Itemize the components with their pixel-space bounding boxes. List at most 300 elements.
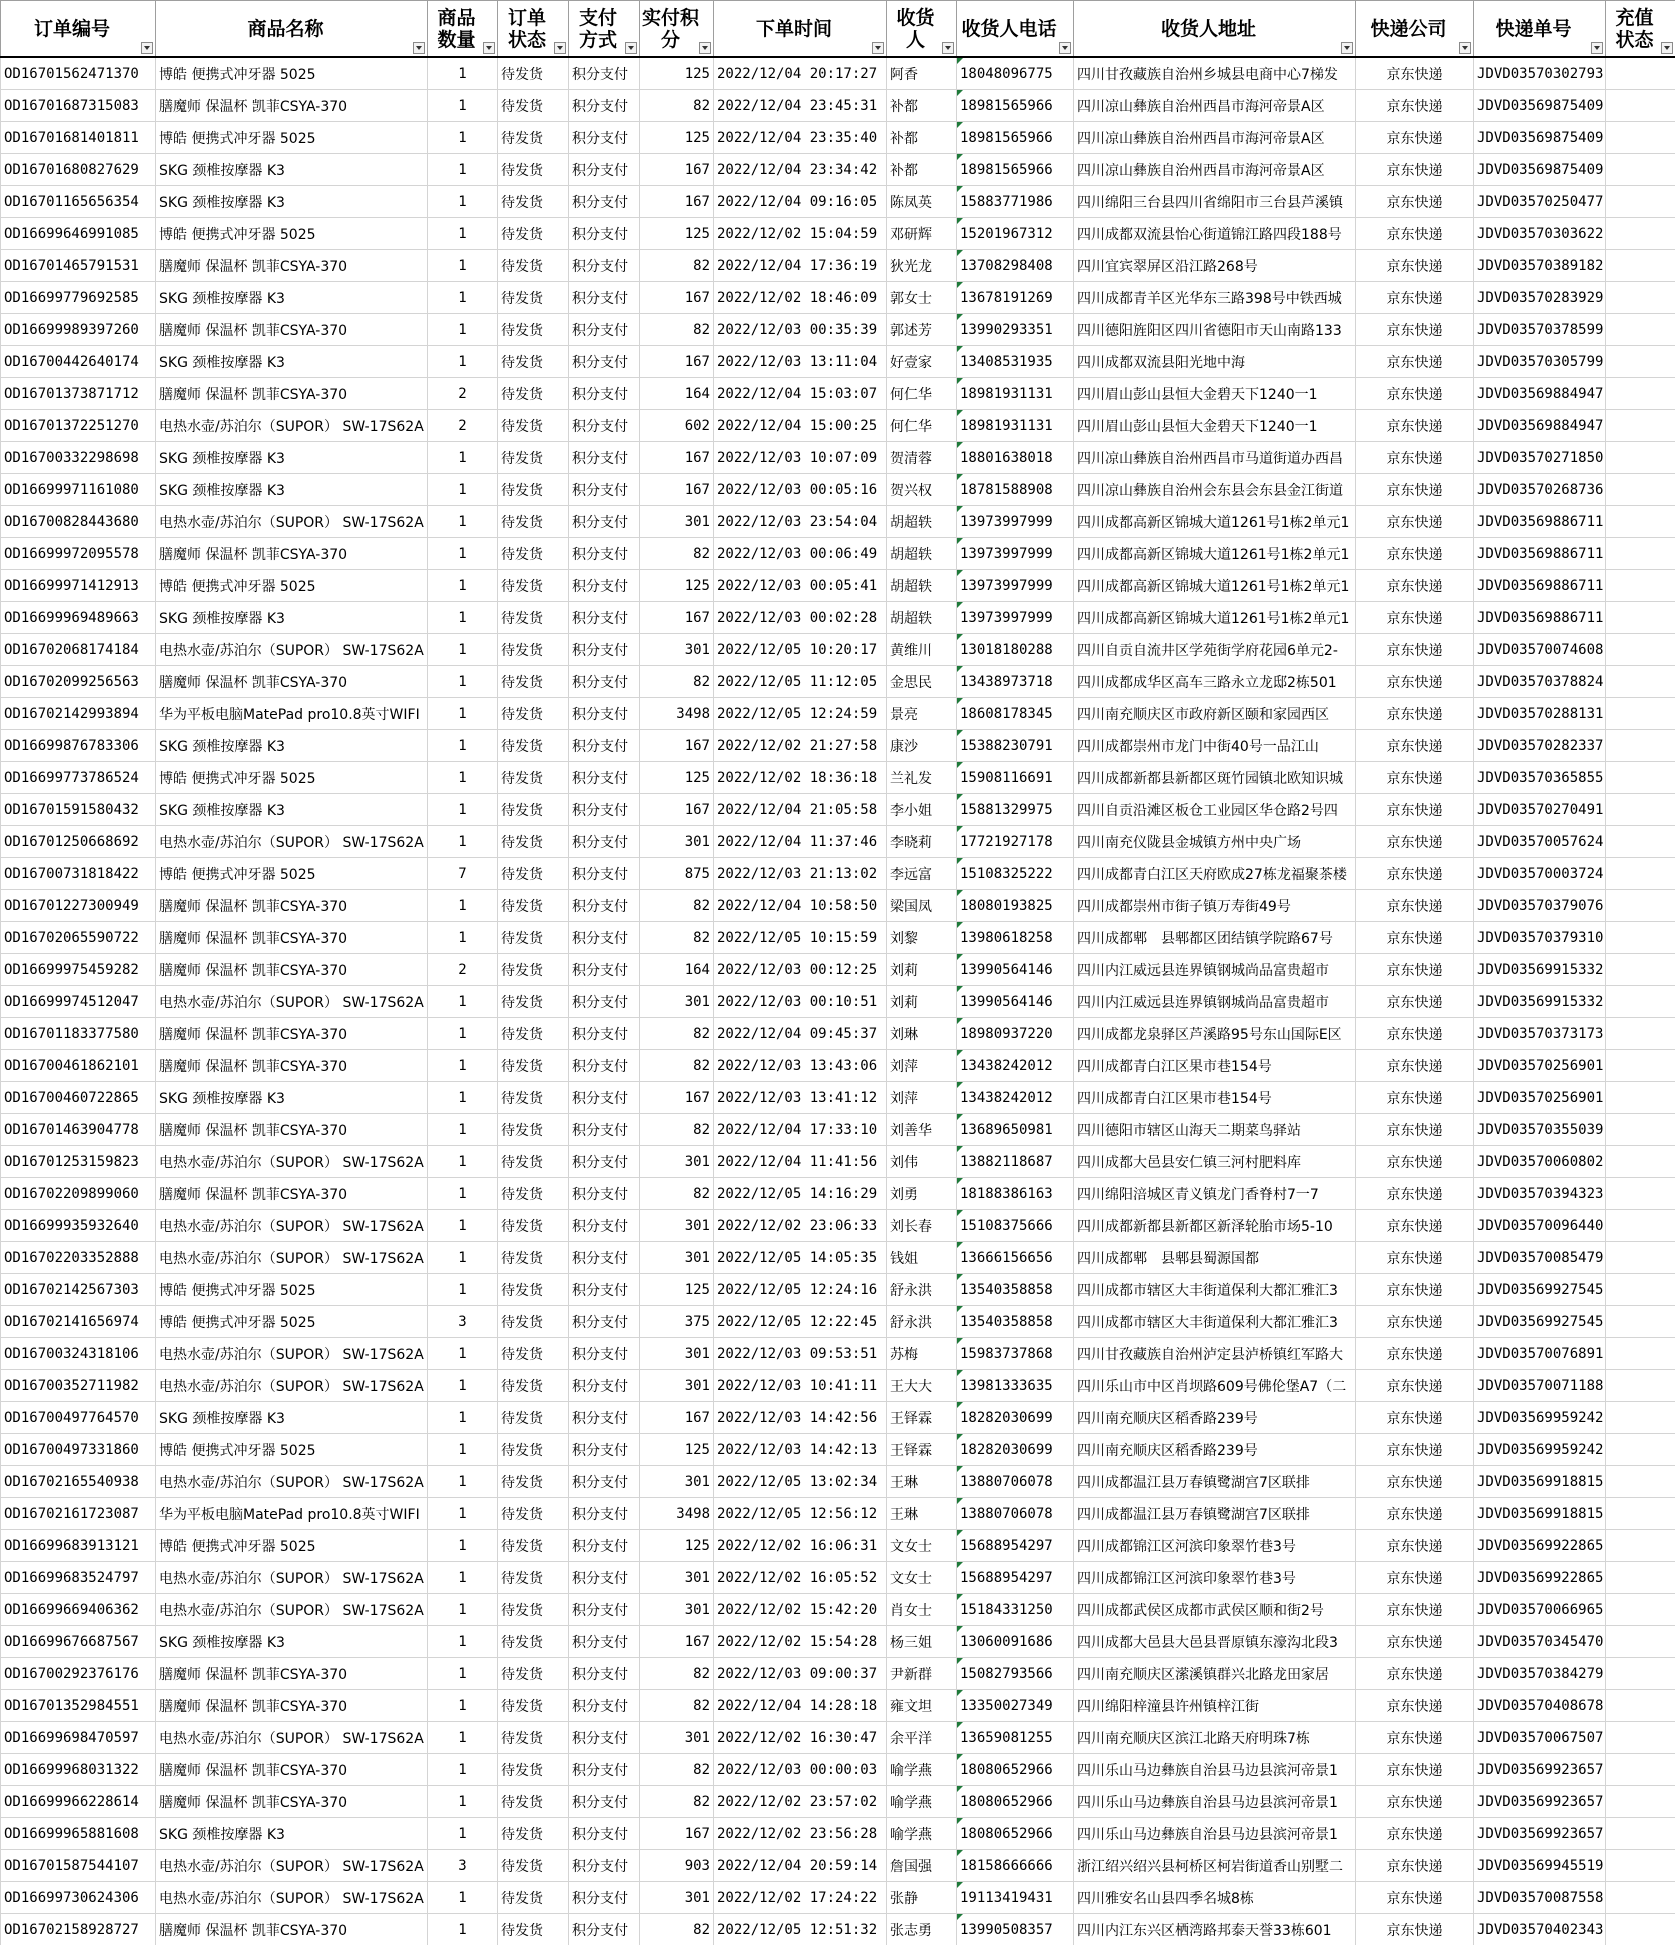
cell-product[interactable]: 膳魔师 保温杯 凯菲CSYA-370 (156, 890, 428, 922)
cell-points[interactable]: 167 (640, 1818, 714, 1850)
cell-product[interactable]: SKG 颈椎按摩器 K3 (156, 1082, 428, 1114)
cell-phone[interactable]: 15108325222 (957, 858, 1074, 890)
cell-order-time[interactable]: 2022/12/02 15:54:28 (714, 1626, 887, 1658)
cell-phone[interactable]: 18981565966 (957, 90, 1074, 122)
cell-tracking[interactable]: JDVD03570378824 (1474, 666, 1606, 698)
cell-receiver[interactable]: 胡超轶 (887, 602, 957, 634)
cell-qty[interactable]: 1 (428, 90, 498, 122)
cell-order-time[interactable]: 2022/12/02 15:42:20 (714, 1594, 887, 1626)
cell-pay-method[interactable]: 积分支付 (569, 1178, 640, 1210)
cell-qty[interactable]: 1 (428, 1818, 498, 1850)
cell-order-time[interactable]: 2022/12/03 13:43:06 (714, 1050, 887, 1082)
cell-points[interactable]: 82 (640, 1658, 714, 1690)
cell-courier[interactable]: 京东快递 (1356, 794, 1474, 826)
cell-qty[interactable]: 1 (428, 218, 498, 250)
cell-tracking[interactable]: JDVD03570087558 (1474, 1882, 1606, 1914)
cell-tracking[interactable]: JDVD03569886711 (1474, 538, 1606, 570)
cell-qty[interactable]: 1 (428, 186, 498, 218)
cell-tracking[interactable]: JDVD03569886711 (1474, 506, 1606, 538)
cell-order-id[interactable]: OD16699646991085 (1, 218, 156, 250)
cell-pay-method[interactable]: 积分支付 (569, 314, 640, 346)
cell-tracking[interactable]: JDVD03570076891 (1474, 1338, 1606, 1370)
cell-tracking[interactable]: JDVD03570378599 (1474, 314, 1606, 346)
cell-pay-method[interactable]: 积分支付 (569, 634, 640, 666)
cell-status[interactable]: 待发货 (498, 410, 569, 442)
cell-points[interactable]: 125 (640, 1274, 714, 1306)
cell-receiver[interactable]: 尹新群 (887, 1658, 957, 1690)
cell-product[interactable]: SKG 颈椎按摩器 K3 (156, 730, 428, 762)
cell-qty[interactable]: 1 (428, 922, 498, 954)
cell-phone[interactable]: 13990564146 (957, 986, 1074, 1018)
cell-courier[interactable]: 京东快递 (1356, 1466, 1474, 1498)
cell-order-id[interactable]: OD16702161723087 (1, 1498, 156, 1530)
cell-recharge-status[interactable] (1606, 762, 1675, 794)
cell-qty[interactable]: 1 (428, 1210, 498, 1242)
cell-recharge-status[interactable] (1606, 154, 1675, 186)
cell-receiver[interactable]: 肖女士 (887, 1594, 957, 1626)
cell-order-time[interactable]: 2022/12/03 14:42:13 (714, 1434, 887, 1466)
cell-status[interactable]: 待发货 (498, 1018, 569, 1050)
cell-pay-method[interactable]: 积分支付 (569, 506, 640, 538)
cell-status[interactable]: 待发货 (498, 90, 569, 122)
cell-receiver[interactable]: 何仁华 (887, 410, 957, 442)
cell-qty[interactable]: 1 (428, 1914, 498, 1945)
cell-address[interactable]: 四川凉山彝族自治州西昌市马道街道办西昌 (1074, 442, 1356, 474)
cell-address[interactable]: 四川南充顺庆区市政府新区颐和家园西区 (1074, 698, 1356, 730)
cell-points[interactable]: 164 (640, 954, 714, 986)
cell-order-time[interactable]: 2022/12/03 00:06:49 (714, 538, 887, 570)
cell-qty[interactable]: 1 (428, 1338, 498, 1370)
cell-tracking[interactable]: JDVD03570394323 (1474, 1178, 1606, 1210)
cell-address[interactable]: 四川成都市辖区大丰街道保利大都汇雅汇3 (1074, 1274, 1356, 1306)
cell-qty[interactable]: 1 (428, 1786, 498, 1818)
cell-order-time[interactable]: 2022/12/02 18:36:18 (714, 762, 887, 794)
cell-product[interactable]: 博皓 便携式冲牙器 5025 (156, 1274, 428, 1306)
cell-recharge-status[interactable] (1606, 122, 1675, 154)
cell-points[interactable]: 125 (640, 122, 714, 154)
cell-qty[interactable]: 1 (428, 282, 498, 314)
cell-product[interactable]: 膳魔师 保温杯 凯菲CSYA-370 (156, 90, 428, 122)
cell-status[interactable]: 待发货 (498, 1754, 569, 1786)
cell-tracking[interactable]: JDVD03569886711 (1474, 570, 1606, 602)
cell-qty[interactable]: 1 (428, 890, 498, 922)
cell-status[interactable]: 待发货 (498, 314, 569, 346)
cell-points[interactable]: 82 (640, 1114, 714, 1146)
cell-order-time[interactable]: 2022/12/02 16:06:31 (714, 1530, 887, 1562)
cell-status[interactable]: 待发货 (498, 1274, 569, 1306)
cell-pay-method[interactable]: 积分支付 (569, 890, 640, 922)
cell-receiver[interactable]: 李小姐 (887, 794, 957, 826)
cell-order-time[interactable]: 2022/12/05 12:22:45 (714, 1306, 887, 1338)
cell-pay-method[interactable]: 积分支付 (569, 1882, 640, 1914)
cell-address[interactable]: 四川成都双流县怡心街道锦江路四段188号 (1074, 218, 1356, 250)
cell-order-time[interactable]: 2022/12/04 11:41:56 (714, 1146, 887, 1178)
cell-recharge-status[interactable] (1606, 1018, 1675, 1050)
cell-points[interactable]: 167 (640, 602, 714, 634)
cell-phone[interactable]: 13990508357 (957, 1914, 1074, 1945)
cell-tracking[interactable]: JDVD03570057624 (1474, 826, 1606, 858)
cell-pay-method[interactable]: 积分支付 (569, 602, 640, 634)
cell-tracking[interactable]: JDVD03570402343 (1474, 1914, 1606, 1945)
cell-phone[interactable]: 13973997999 (957, 538, 1074, 570)
cell-tracking[interactable]: JDVD03570268736 (1474, 474, 1606, 506)
cell-phone[interactable]: 18080652966 (957, 1754, 1074, 1786)
cell-tracking[interactable]: JDVD03569927545 (1474, 1274, 1606, 1306)
cell-courier[interactable]: 京东快递 (1356, 1850, 1474, 1882)
cell-address[interactable]: 四川成都高新区锦城大道1261号1栋2单元1 (1074, 602, 1356, 634)
cell-product[interactable]: SKG 颈椎按摩器 K3 (156, 442, 428, 474)
cell-product[interactable]: 膳魔师 保温杯 凯菲CSYA-370 (156, 1018, 428, 1050)
cell-points[interactable]: 167 (640, 474, 714, 506)
cell-product[interactable]: 膳魔师 保温杯 凯菲CSYA-370 (156, 666, 428, 698)
cell-status[interactable]: 待发货 (498, 602, 569, 634)
cell-points[interactable]: 301 (640, 1146, 714, 1178)
cell-pay-method[interactable]: 积分支付 (569, 858, 640, 890)
cell-order-id[interactable]: OD16701687315083 (1, 90, 156, 122)
cell-pay-method[interactable]: 积分支付 (569, 218, 640, 250)
cell-tracking[interactable]: JDVD03570096440 (1474, 1210, 1606, 1242)
cell-tracking[interactable]: JDVD03570365855 (1474, 762, 1606, 794)
cell-courier[interactable]: 京东快递 (1356, 1882, 1474, 1914)
cell-order-id[interactable]: OD16702099256563 (1, 666, 156, 698)
cell-pay-method[interactable]: 积分支付 (569, 1786, 640, 1818)
cell-product[interactable]: 电热水壶/苏泊尔（SUPOR） SW-17S62A (156, 1242, 428, 1274)
filter-dropdown-icon[interactable] (1459, 42, 1471, 54)
cell-order-time[interactable]: 2022/12/05 14:05:35 (714, 1242, 887, 1274)
cell-address[interactable]: 四川成都大邑县大邑县晋原镇东濠沟北段3 (1074, 1626, 1356, 1658)
cell-qty[interactable]: 1 (428, 1050, 498, 1082)
cell-order-time[interactable]: 2022/12/02 23:56:28 (714, 1818, 887, 1850)
cell-phone[interactable]: 13350027349 (957, 1690, 1074, 1722)
cell-status[interactable]: 待发货 (498, 1882, 569, 1914)
cell-order-id[interactable]: OD16701465791531 (1, 250, 156, 282)
cell-recharge-status[interactable] (1606, 922, 1675, 954)
cell-receiver[interactable]: 补都 (887, 90, 957, 122)
cell-order-id[interactable]: OD16699730624306 (1, 1882, 156, 1914)
cell-status[interactable]: 待发货 (498, 346, 569, 378)
cell-qty[interactable]: 1 (428, 1754, 498, 1786)
cell-order-time[interactable]: 2022/12/04 23:34:42 (714, 154, 887, 186)
cell-courier[interactable]: 京东快递 (1356, 858, 1474, 890)
cell-phone[interactable]: 18188386163 (957, 1178, 1074, 1210)
cell-courier[interactable]: 京东快递 (1356, 826, 1474, 858)
cell-order-id[interactable]: OD16699968031322 (1, 1754, 156, 1786)
cell-pay-method[interactable]: 积分支付 (569, 1754, 640, 1786)
cell-receiver[interactable]: 张志勇 (887, 1914, 957, 1945)
cell-courier[interactable]: 京东快递 (1356, 698, 1474, 730)
cell-phone[interactable]: 15688954297 (957, 1562, 1074, 1594)
cell-order-time[interactable]: 2022/12/05 14:16:29 (714, 1178, 887, 1210)
cell-qty[interactable]: 1 (428, 666, 498, 698)
column-header-product[interactable] (156, 1, 428, 58)
cell-product[interactable]: SKG 颈椎按摩器 K3 (156, 186, 428, 218)
cell-order-time[interactable]: 2022/12/02 16:30:47 (714, 1722, 887, 1754)
cell-receiver[interactable]: 胡超轶 (887, 570, 957, 602)
cell-product[interactable]: 电热水壶/苏泊尔（SUPOR） SW-17S62A (156, 410, 428, 442)
cell-address[interactable]: 四川南充顺庆区潆溪镇群兴北路龙田家居 (1074, 1658, 1356, 1690)
cell-status[interactable]: 待发货 (498, 1082, 569, 1114)
cell-status[interactable]: 待发货 (498, 954, 569, 986)
cell-address[interactable]: 四川成都成华区高车三路永立龙邸2栋501 (1074, 666, 1356, 698)
cell-qty[interactable]: 1 (428, 1466, 498, 1498)
cell-tracking[interactable]: JDVD03569922865 (1474, 1562, 1606, 1594)
cell-address[interactable]: 四川成都崇州市街子镇万寿街49号 (1074, 890, 1356, 922)
cell-points[interactable]: 82 (640, 538, 714, 570)
cell-pay-method[interactable]: 积分支付 (569, 1850, 640, 1882)
cell-tracking[interactable]: JDVD03570305799 (1474, 346, 1606, 378)
cell-product[interactable]: 博皓 便携式冲牙器 5025 (156, 762, 428, 794)
cell-product[interactable]: 华为平板电脑MatePad pro10.8英寸WIFI (156, 698, 428, 730)
cell-pay-method[interactable]: 积分支付 (569, 474, 640, 506)
cell-pay-method[interactable]: 积分支付 (569, 90, 640, 122)
cell-status[interactable]: 待发货 (498, 698, 569, 730)
cell-points[interactable]: 82 (640, 1754, 714, 1786)
cell-recharge-status[interactable] (1606, 1626, 1675, 1658)
cell-receiver[interactable]: 舒永洪 (887, 1274, 957, 1306)
cell-phone[interactable]: 13438973718 (957, 666, 1074, 698)
cell-status[interactable]: 待发货 (498, 1050, 569, 1082)
cell-receiver[interactable]: 苏梅 (887, 1338, 957, 1370)
cell-recharge-status[interactable] (1606, 1850, 1675, 1882)
cell-product[interactable]: 电热水壶/苏泊尔（SUPOR） SW-17S62A (156, 506, 428, 538)
cell-points[interactable]: 301 (640, 1242, 714, 1274)
cell-qty[interactable]: 1 (428, 538, 498, 570)
cell-order-time[interactable]: 2022/12/05 11:12:05 (714, 666, 887, 698)
cell-order-id[interactable]: OD16702203352888 (1, 1242, 156, 1274)
cell-pay-method[interactable]: 积分支付 (569, 1370, 640, 1402)
cell-address[interactable]: 四川宜宾翠屏区沿江路268号 (1074, 250, 1356, 282)
column-header-pay-method[interactable] (569, 1, 640, 58)
cell-courier[interactable]: 京东快递 (1356, 378, 1474, 410)
cell-order-time[interactable]: 2022/12/04 23:35:40 (714, 122, 887, 154)
cell-order-time[interactable]: 2022/12/03 14:42:56 (714, 1402, 887, 1434)
cell-receiver[interactable]: 李晓莉 (887, 826, 957, 858)
cell-order-time[interactable]: 2022/12/04 17:36:19 (714, 250, 887, 282)
cell-address[interactable]: 四川成都青白江区天府欧成27栋龙福聚茶楼 (1074, 858, 1356, 890)
cell-courier[interactable]: 京东快递 (1356, 1530, 1474, 1562)
cell-tracking[interactable]: JDVD03570256901 (1474, 1050, 1606, 1082)
cell-product[interactable]: 博皓 便携式冲牙器 5025 (156, 570, 428, 602)
cell-phone[interactable]: 18282030699 (957, 1434, 1074, 1466)
cell-phone[interactable]: 13990564146 (957, 954, 1074, 986)
cell-qty[interactable]: 1 (428, 730, 498, 762)
cell-receiver[interactable]: 何仁华 (887, 378, 957, 410)
cell-points[interactable]: 125 (640, 762, 714, 794)
cell-qty[interactable]: 1 (428, 1082, 498, 1114)
cell-receiver[interactable]: 胡超轶 (887, 506, 957, 538)
cell-points[interactable]: 82 (640, 314, 714, 346)
cell-qty[interactable]: 1 (428, 1530, 498, 1562)
cell-status[interactable]: 待发货 (498, 186, 569, 218)
cell-order-id[interactable]: OD16699965881608 (1, 1818, 156, 1850)
cell-courier[interactable]: 京东快递 (1356, 1146, 1474, 1178)
cell-receiver[interactable]: 刘勇 (887, 1178, 957, 1210)
cell-pay-method[interactable]: 积分支付 (569, 378, 640, 410)
cell-qty[interactable]: 1 (428, 1018, 498, 1050)
cell-status[interactable]: 待发货 (498, 1722, 569, 1754)
cell-receiver[interactable]: 王铎霖 (887, 1434, 957, 1466)
cell-recharge-status[interactable] (1606, 1050, 1675, 1082)
cell-recharge-status[interactable] (1606, 858, 1675, 890)
cell-order-time[interactable]: 2022/12/03 10:07:09 (714, 442, 887, 474)
cell-receiver[interactable]: 王大大 (887, 1370, 957, 1402)
cell-points[interactable]: 301 (640, 634, 714, 666)
cell-receiver[interactable]: 李远富 (887, 858, 957, 890)
cell-address[interactable]: 四川德阳旌阳区四川省德阳市天山南路133 (1074, 314, 1356, 346)
cell-status[interactable]: 待发货 (498, 1786, 569, 1818)
cell-tracking[interactable]: JDVD03570066965 (1474, 1594, 1606, 1626)
cell-address[interactable]: 四川成都温江县万春镇鹭湖宫7区联排 (1074, 1466, 1356, 1498)
cell-tracking[interactable]: JDVD03570085479 (1474, 1242, 1606, 1274)
cell-receiver[interactable]: 刘伟 (887, 1146, 957, 1178)
cell-pay-method[interactable]: 积分支付 (569, 698, 640, 730)
cell-points[interactable]: 167 (640, 154, 714, 186)
cell-tracking[interactable]: JDVD03569884947 (1474, 378, 1606, 410)
cell-recharge-status[interactable] (1606, 570, 1675, 602)
cell-pay-method[interactable]: 积分支付 (569, 666, 640, 698)
cell-order-id[interactable]: OD16701372251270 (1, 410, 156, 442)
cell-address[interactable]: 四川南充仪陇县金城镇方州中央广场 (1074, 826, 1356, 858)
cell-address[interactable]: 四川凉山彝族自治州会东县会东县金江街道 (1074, 474, 1356, 506)
cell-address[interactable]: 四川成都青白江区果市巷154号 (1074, 1082, 1356, 1114)
cell-courier[interactable]: 京东快递 (1356, 282, 1474, 314)
cell-pay-method[interactable]: 积分支付 (569, 1050, 640, 1082)
cell-recharge-status[interactable] (1606, 474, 1675, 506)
cell-qty[interactable]: 1 (428, 1146, 498, 1178)
cell-order-id[interactable]: OD16701165656354 (1, 186, 156, 218)
cell-product[interactable]: 膳魔师 保温杯 凯菲CSYA-370 (156, 1050, 428, 1082)
cell-status[interactable]: 待发货 (498, 1530, 569, 1562)
cell-phone[interactable]: 13689650981 (957, 1114, 1074, 1146)
cell-phone[interactable]: 13981333635 (957, 1370, 1074, 1402)
cell-qty[interactable]: 3 (428, 1850, 498, 1882)
cell-order-id[interactable]: OD16700731818422 (1, 858, 156, 890)
cell-recharge-status[interactable] (1606, 730, 1675, 762)
column-header-address[interactable] (1074, 1, 1356, 58)
cell-status[interactable]: 待发货 (498, 538, 569, 570)
cell-points[interactable]: 82 (640, 890, 714, 922)
cell-courier[interactable]: 京东快递 (1356, 1434, 1474, 1466)
cell-recharge-status[interactable] (1606, 1530, 1675, 1562)
cell-phone[interactable]: 15983737868 (957, 1338, 1074, 1370)
cell-pay-method[interactable]: 积分支付 (569, 1210, 640, 1242)
cell-product[interactable]: 膳魔师 保温杯 凯菲CSYA-370 (156, 1178, 428, 1210)
cell-order-time[interactable]: 2022/12/04 09:16:05 (714, 186, 887, 218)
cell-recharge-status[interactable] (1606, 698, 1675, 730)
cell-order-time[interactable]: 2022/12/05 13:02:34 (714, 1466, 887, 1498)
cell-order-id[interactable]: OD16701587544107 (1, 1850, 156, 1882)
cell-order-id[interactable]: OD16701227300949 (1, 890, 156, 922)
cell-product[interactable]: 电热水壶/苏泊尔（SUPOR） SW-17S62A (156, 986, 428, 1018)
cell-courier[interactable]: 京东快递 (1356, 1722, 1474, 1754)
cell-receiver[interactable]: 阿香 (887, 57, 957, 90)
cell-product[interactable]: 电热水壶/苏泊尔（SUPOR） SW-17S62A (156, 1722, 428, 1754)
cell-order-id[interactable]: OD16700292376176 (1, 1658, 156, 1690)
cell-points[interactable]: 82 (640, 1050, 714, 1082)
cell-product[interactable]: 膳魔师 保温杯 凯菲CSYA-370 (156, 538, 428, 570)
cell-points[interactable]: 167 (640, 1402, 714, 1434)
cell-status[interactable]: 待发货 (498, 474, 569, 506)
cell-order-id[interactable]: OD16701680827629 (1, 154, 156, 186)
cell-status[interactable]: 待发货 (498, 1466, 569, 1498)
cell-address[interactable]: 四川内江东兴区栖湾路邦泰天誉33栋601 (1074, 1914, 1356, 1945)
cell-phone[interactable]: 18080652966 (957, 1818, 1074, 1850)
cell-status[interactable]: 待发货 (498, 762, 569, 794)
cell-recharge-status[interactable] (1606, 1914, 1675, 1945)
cell-courier[interactable]: 京东快递 (1356, 1082, 1474, 1114)
cell-order-id[interactable]: OD16700461862101 (1, 1050, 156, 1082)
cell-courier[interactable]: 京东快递 (1356, 570, 1474, 602)
cell-pay-method[interactable]: 积分支付 (569, 154, 640, 186)
cell-product[interactable]: 电热水壶/苏泊尔（SUPOR） SW-17S62A (156, 1850, 428, 1882)
cell-qty[interactable]: 1 (428, 1498, 498, 1530)
cell-address[interactable]: 四川成都青白江区果市巷154号 (1074, 1050, 1356, 1082)
cell-order-time[interactable]: 2022/12/02 18:46:09 (714, 282, 887, 314)
cell-status[interactable]: 待发货 (498, 57, 569, 90)
cell-pay-method[interactable]: 积分支付 (569, 1562, 640, 1594)
cell-tracking[interactable]: JDVD03570283929 (1474, 282, 1606, 314)
cell-status[interactable]: 待发货 (498, 1242, 569, 1274)
cell-points[interactable]: 167 (640, 794, 714, 826)
cell-recharge-status[interactable] (1606, 1306, 1675, 1338)
cell-points[interactable]: 301 (640, 1338, 714, 1370)
cell-recharge-status[interactable] (1606, 506, 1675, 538)
cell-order-id[interactable]: OD16699669406362 (1, 1594, 156, 1626)
cell-phone[interactable]: 15108375666 (957, 1210, 1074, 1242)
cell-courier[interactable]: 京东快递 (1356, 410, 1474, 442)
cell-order-time[interactable]: 2022/12/03 23:54:04 (714, 506, 887, 538)
column-header-status[interactable] (498, 1, 569, 58)
cell-recharge-status[interactable] (1606, 1338, 1675, 1370)
cell-pay-method[interactable]: 积分支付 (569, 1626, 640, 1658)
cell-receiver[interactable]: 兰礼发 (887, 762, 957, 794)
cell-points[interactable]: 82 (640, 1690, 714, 1722)
cell-qty[interactable]: 2 (428, 410, 498, 442)
cell-phone[interactable]: 13540358858 (957, 1274, 1074, 1306)
cell-qty[interactable]: 1 (428, 1626, 498, 1658)
cell-points[interactable]: 82 (640, 1018, 714, 1050)
cell-product[interactable]: SKG 颈椎按摩器 K3 (156, 1626, 428, 1658)
cell-pay-method[interactable]: 积分支付 (569, 1402, 640, 1434)
cell-order-id[interactable]: OD16701250668692 (1, 826, 156, 858)
filter-dropdown-icon[interactable] (625, 42, 637, 54)
cell-receiver[interactable]: 喻学燕 (887, 1754, 957, 1786)
cell-receiver[interactable]: 文女士 (887, 1530, 957, 1562)
cell-product[interactable]: 电热水壶/苏泊尔（SUPOR） SW-17S62A (156, 1562, 428, 1594)
cell-qty[interactable]: 1 (428, 346, 498, 378)
cell-courier[interactable]: 京东快递 (1356, 1018, 1474, 1050)
cell-qty[interactable]: 1 (428, 986, 498, 1018)
cell-order-time[interactable]: 2022/12/04 20:59:14 (714, 1850, 887, 1882)
cell-pay-method[interactable]: 积分支付 (569, 410, 640, 442)
cell-recharge-status[interactable] (1606, 1786, 1675, 1818)
cell-product[interactable]: 博皓 便携式冲牙器 5025 (156, 218, 428, 250)
cell-order-time[interactable]: 2022/12/04 14:28:18 (714, 1690, 887, 1722)
cell-points[interactable]: 301 (640, 1466, 714, 1498)
cell-courier[interactable]: 京东快递 (1356, 1338, 1474, 1370)
cell-recharge-status[interactable] (1606, 602, 1675, 634)
cell-address[interactable]: 四川成都市辖区大丰街道保利大都汇雅汇3 (1074, 1306, 1356, 1338)
column-header-qty[interactable] (428, 1, 498, 58)
cell-points[interactable]: 301 (640, 1370, 714, 1402)
cell-courier[interactable]: 京东快递 (1356, 1690, 1474, 1722)
cell-status[interactable]: 待发货 (498, 1594, 569, 1626)
cell-order-id[interactable]: OD16700442640174 (1, 346, 156, 378)
cell-phone[interactable]: 13990293351 (957, 314, 1074, 346)
cell-recharge-status[interactable] (1606, 57, 1675, 90)
cell-status[interactable]: 待发货 (498, 250, 569, 282)
cell-status[interactable]: 待发货 (498, 1914, 569, 1945)
